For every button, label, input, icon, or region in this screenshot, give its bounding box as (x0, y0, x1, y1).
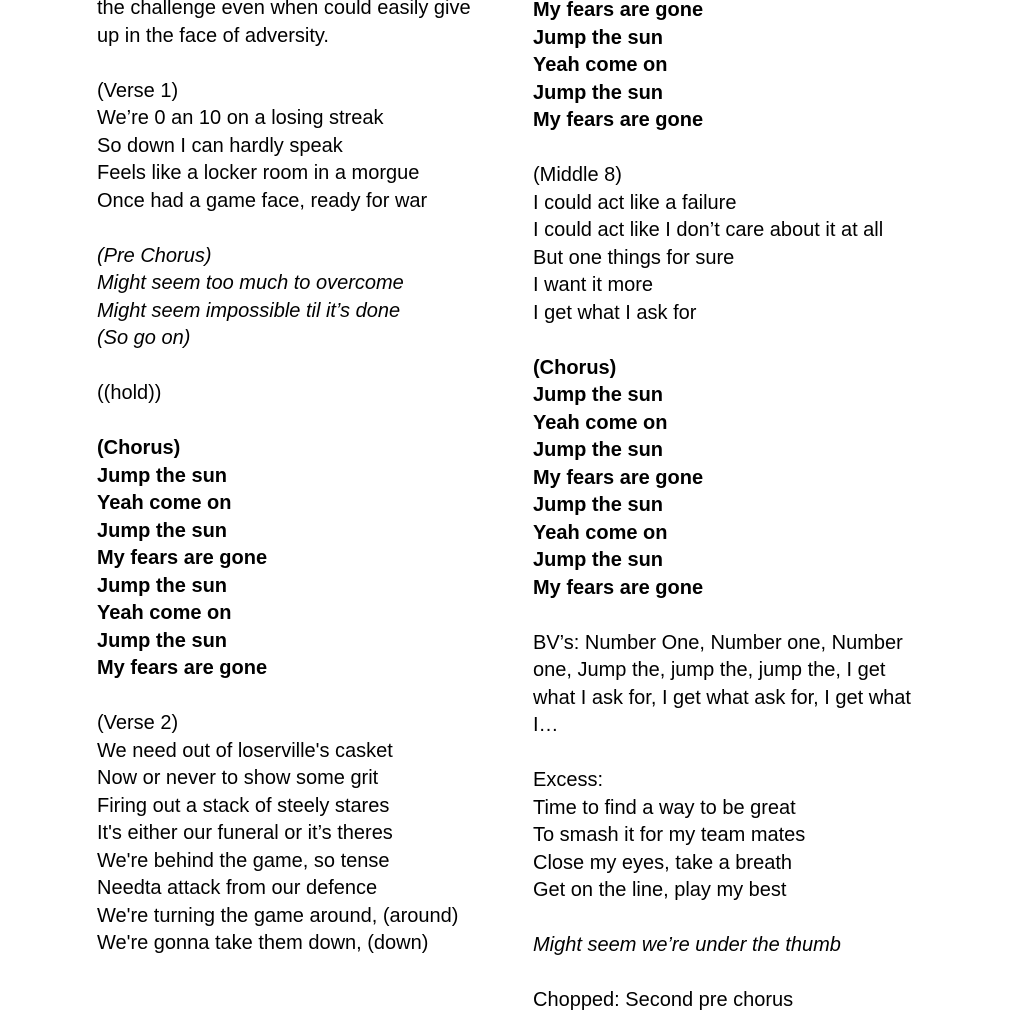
lyric-line: Time to find a way to be great (533, 796, 796, 819)
lyric-line: I could act like a failure (533, 191, 737, 214)
lyric-line: Might seem we’re under the thumb (533, 934, 841, 956)
lyric-line: My fears are gone (97, 657, 268, 679)
lyric-line: Yeah come on (533, 411, 668, 434)
lyric-line: (Verse 1) (97, 79, 179, 102)
lyric-line: My fears are gone (97, 547, 268, 569)
lyric-line: I could act like I don’t care about it at all (533, 219, 884, 241)
lyric-line: Needta attack from our defence (97, 877, 378, 899)
lyric-line: My fears are gone (533, 109, 704, 131)
section-verse-2 (97, 710, 517, 958)
lyric-line: We need out of loserville's casket (97, 739, 393, 762)
lyric-line: Jump the sun (533, 81, 664, 104)
section-chorus-2 (533, 355, 953, 603)
lyric-line: We're turning the game around, (around) (97, 904, 459, 927)
lyric-line: I get what I ask for (533, 301, 697, 324)
lyrics-column-left (97, 0, 517, 958)
lyric-line: Jump the sun (97, 519, 228, 542)
section-pre-chorus (97, 243, 517, 353)
lyric-line: (Chorus) (97, 437, 181, 459)
lyric-line: Chopped: Second pre chorus (533, 989, 794, 1011)
lyric-line: Jump the sun (97, 464, 228, 487)
lyric-line: Get on the line, play my best (533, 879, 787, 901)
lyric-line: Jump the sun (533, 549, 664, 571)
lyric-line: Feels like a locker room in a morgue (97, 162, 420, 184)
lyric-line: ((hold)) (97, 382, 162, 404)
lyric-line: Yeah come on (533, 521, 668, 544)
lyric-line: Yeah come on (97, 602, 232, 624)
section-chorus-1 (97, 435, 517, 683)
lyric-line: I want it more (533, 274, 654, 296)
lyric-line: BV’s: Number One, Number one, Number (533, 631, 903, 654)
lyric-line: (Chorus) (533, 356, 617, 379)
lyric-line: Now or never to show some grit (97, 767, 379, 789)
section-middle-8 (533, 162, 953, 327)
lyric-line: Jump the sun (97, 629, 228, 652)
lyric-line: My fears are gone (533, 576, 704, 599)
lyric-line: So down I can hardly speak (97, 134, 343, 157)
lyric-line: But one things for sure (533, 246, 735, 269)
lyric-line: Once had a game face, ready for war (97, 189, 428, 212)
lyrics-column-right (533, 0, 953, 1015)
lyric-line: My fears are gone (533, 466, 704, 489)
lyric-line: It's either our funeral or it’s theres (97, 822, 393, 844)
lyric-line: My fears are gone (533, 0, 704, 21)
lyric-line: (Pre Chorus) (97, 244, 212, 267)
section-under-the-thumb-line (533, 932, 953, 960)
lyric-line: Jump the sun (97, 574, 228, 597)
lyric-line: up in the face of adversity. (97, 24, 329, 47)
section-verse-1 (97, 78, 517, 216)
lyric-line: We're gonna take them down, (down) (97, 932, 429, 954)
lyric-line: To smash it for my team mates (533, 824, 806, 846)
lyric-line: We’re 0 an 10 on a losing streak (97, 107, 384, 129)
lyric-line: We're behind the game, so tense (97, 849, 390, 872)
lyric-line: what I ask for, I get what ask for, I get what (533, 686, 911, 709)
lyric-line: Yeah come on (97, 492, 232, 514)
lyric-line: Jump the sun (533, 439, 664, 461)
lyric-line: I… (533, 714, 559, 736)
lyric-line: (Verse 2) (97, 712, 179, 734)
lyric-line: Might seem too much to overcome (97, 272, 404, 294)
lyric-line: the challenge even when could easily give (97, 0, 471, 19)
section-chopped-note (533, 987, 953, 1015)
lyric-line: Firing out a stack of steely stares (97, 794, 390, 817)
lyric-line: Jump the sun (533, 494, 664, 516)
lyric-line: Yeah come on (533, 54, 668, 76)
section-hold-note (97, 380, 517, 408)
lyric-line: Might seem impossible til it’s done (97, 299, 401, 322)
lyric-line: Jump the sun (533, 384, 664, 406)
lyric-line: Excess: (533, 769, 604, 791)
section-intro-continuation (97, 0, 517, 50)
lyric-line: (So go on) (97, 327, 191, 349)
lyric-line: Jump the sun (533, 26, 664, 49)
section-bvs-note (533, 630, 953, 740)
lyric-line: (Middle 8) (533, 164, 622, 186)
lyric-line: Close my eyes, take a breath (533, 851, 793, 874)
lyric-line: one, Jump the, jump the, jump the, I get (533, 659, 886, 681)
section-chorus-1-continuation (533, 0, 953, 135)
section-excess (533, 767, 953, 905)
